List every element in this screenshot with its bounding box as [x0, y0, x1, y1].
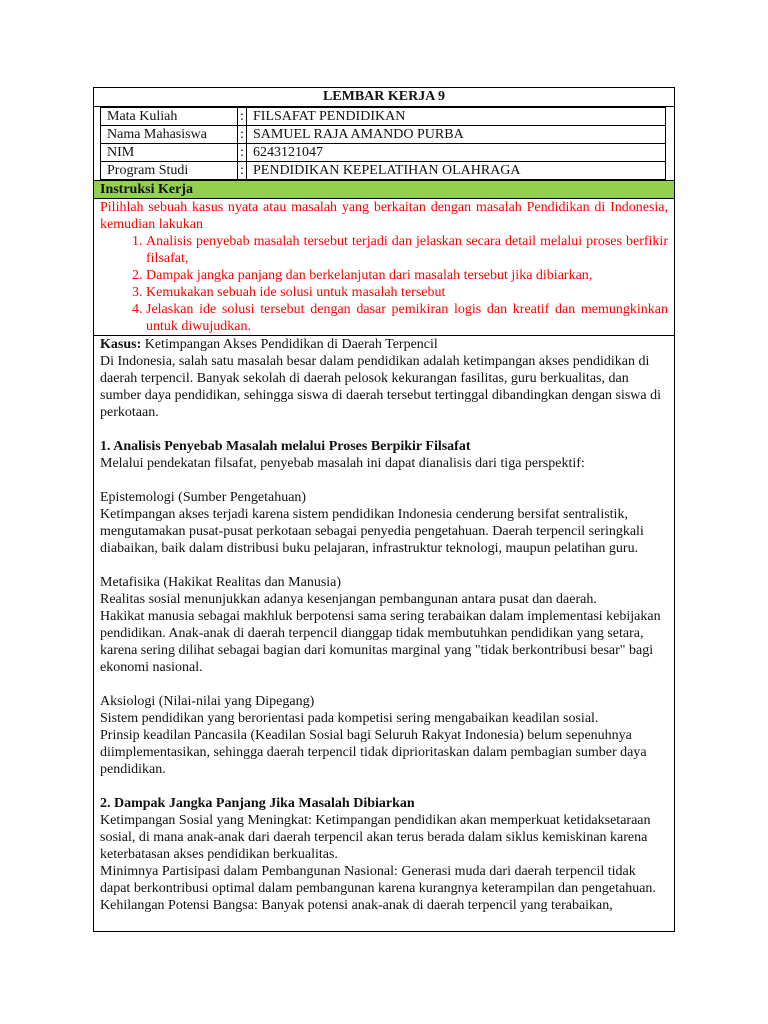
info-colon: :: [238, 126, 247, 144]
case-label: Kasus:: [100, 337, 142, 352]
info-row: [101, 108, 666, 126]
info-label: Nama Mahasiswa: [101, 126, 238, 144]
metaphysics-heading: Metafisika (Hakikat Realitas dan Manusia): [100, 575, 342, 590]
answer-body: [94, 336, 674, 914]
info-value: SAMUEL RAJA AMANDO PURBA: [247, 126, 666, 144]
section-1-heading: 1. Analisis Penyebab Masalah melalui Proses Berpikir Filsafat: [100, 439, 471, 454]
instructions-list: [100, 233, 668, 335]
info-row: [101, 144, 666, 162]
instructions: [94, 199, 674, 336]
axiology-text-2: Prinsip keadilan Pancasila (Keadilan Sosial bagi Seluruh Rakyat Indonesia) belum sepenuhnya diimplementasikan, sehingga daerah terpencil tidak diprioritaskan dalam pembagian sumber daya pendidikan.: [100, 728, 647, 777]
info-value: 6243121047: [247, 144, 666, 162]
info-colon: :: [238, 144, 247, 162]
info-label: NIM: [101, 144, 238, 162]
axiology-text-1: Sistem pendidikan yang berorientasi pada kompetisi sering mengabaikan keadilan sosial.: [100, 711, 599, 726]
case-title: Ketimpangan Akses Pendidikan di Daerah Terpencil: [141, 337, 438, 352]
info-value: FILSAFAT PENDIDIKAN: [247, 108, 666, 126]
info-row: [101, 162, 666, 180]
axiology-heading: Aksiologi (Nilai-nilai yang Dipegang): [100, 694, 315, 709]
info-row: [101, 126, 666, 144]
info-label: Program Studi: [101, 162, 238, 180]
metaphysics-text-2: Hakikat manusia sebagai makhluk berpotensi sama sering terabaikan dalam implementasi kebijakan pendidikan. Anak-anak di daerah terpencil dianggap tidak membutuhkan pendidikan yang setara, karena sering dilihat sebagai bagian dari komunitas marginal yang "tidak berkontribusi besar" bagi ekonomi nasional.: [100, 609, 661, 675]
section-2-paragraph-3: Kehilangan Potensi Bangsa: Banyak potensi anak-anak di daerah terpencil yang terabaikan,: [100, 898, 613, 913]
instruction-item: 3. Kemukakan sebuah ide solusi untuk masalah tersebut: [146, 284, 668, 301]
case-text: Di Indonesia, salah satu masalah besar dalam pendidikan adalah ketimpangan akses pendidikan di daerah terpencil. Banyak sekolah di daerah pelosok kekurangan fasilitas, guru berkualitas, dan sumber daya pendidikan, sehingga siswa di daerah tersebut tertinggal dibandingkan dengan siswa di perkotaan.: [100, 354, 662, 420]
instructions-heading: Instruksi Kerja: [94, 181, 674, 199]
info-colon: :: [238, 108, 247, 126]
epistemology-heading: Epistemologi (Sumber Pengetahuan): [100, 490, 307, 505]
section-2-paragraph-1: Ketimpangan Sosial yang Meningkat: Ketimpangan pendidikan akan memperkuat ketidaksetaraan sosial, di mana anak-anak dari daerah terpencil akan terus berada dalam siklus kemiskinan karena keterbatasan akses pendidikan berkualitas.: [100, 813, 651, 862]
worksheet: [93, 87, 675, 932]
student-info: [94, 107, 674, 181]
info-value: PENDIDIKAN KEPELATIHAN OLAHRAGA: [247, 162, 666, 180]
case-title-line: [100, 336, 668, 353]
info-colon: :: [238, 162, 247, 180]
worksheet-title: LEMBAR KERJA 9: [94, 88, 674, 107]
instruction-item: 1. Analisis penyebab masalah tersebut terjadi dan jelaskan secara detail melalui proses berfikir filsafat,: [146, 233, 668, 267]
instructions-intro: Pilihlah sebuah kasus nyata atau masalah yang berkaitan dengan masalah Pendidikan di Indonesia, kemudian lakukan: [100, 200, 668, 232]
section-2-paragraph-2: Minimnya Partisipasi dalam Pembangunan Nasional: Generasi muda dari daerah terpencil tidak dapat berkontribusi optimal dalam pembangunan karena kurangnya keterampilan dan pengetahuan.: [100, 864, 656, 896]
epistemology-text: Ketimpangan akses terjadi karena sistem pendidikan Indonesia cenderung bersifat sentralistik, mengutamakan pusat-pusat perkotaan sebagai penyedia pengetahuan. Daerah terpencil seringkali diabaikan, baik dalam distribusi buku pelajaran, infrastruktur teknologi, maupun pelatihan guru.: [100, 507, 644, 556]
instruction-item: 4. Jelaskan ide solusi tersebut dengan dasar pemikiran logis dan kreatif dan memungkinkan untuk diwujudkan.: [146, 301, 668, 335]
info-label: Mata Kuliah: [101, 108, 238, 126]
section-2-heading: 2. Dampak Jangka Panjang Jika Masalah Dibiarkan: [100, 796, 415, 811]
section-1-intro: Melalui pendekatan filsafat, penyebab masalah ini dapat dianalisis dari tiga perspektif:: [100, 456, 585, 471]
instruction-item: 2. Dampak jangka panjang dan berkelanjutan dari masalah tersebut jika dibiarkan,: [146, 267, 668, 284]
metaphysics-text-1: Realitas sosial menunjukkan adanya kesenjangan pembangunan antara pusat dan daerah.: [100, 592, 597, 607]
student-info-table: [100, 107, 666, 180]
